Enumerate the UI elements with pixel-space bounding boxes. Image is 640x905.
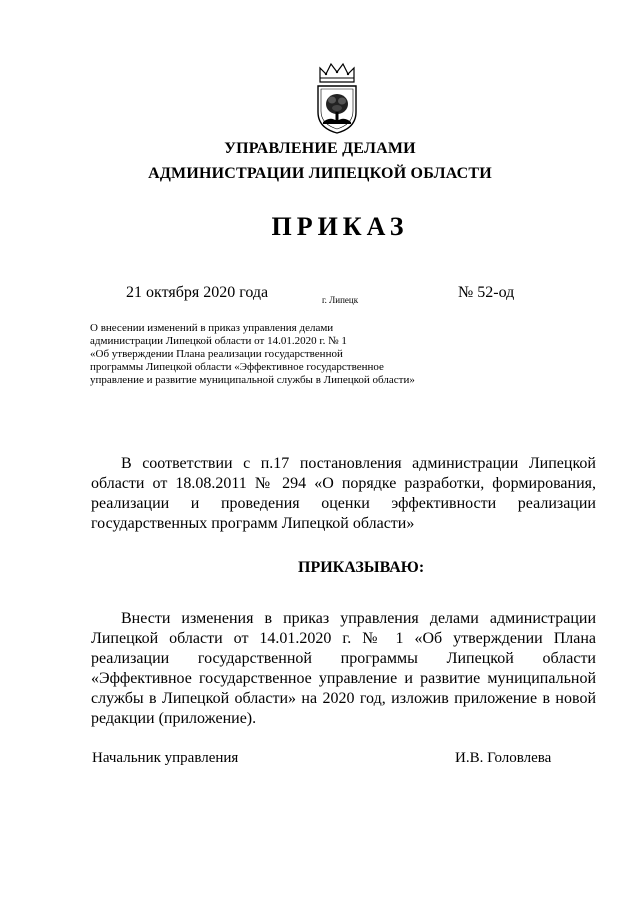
signatory-position: Начальник управления — [92, 750, 239, 766]
document-number: № 52-од — [458, 284, 515, 301]
document-type-title: ПРИКАЗ — [271, 212, 409, 241]
subject-line: администрации Липецкой области от 14.01.2020 г. № 1 — [90, 335, 347, 347]
order-paragraph: Внести изменения в приказ управления делами администрации Липецкой области от 14.01.2020 г. № 1 «Об утверждении Плана реализации государственной программы Липецкой области «Эффективное государственное управление и развитие муниципальной службы в Липецкой области» на 2020 год, изложив приложение в новой редакции (приложение). — [91, 610, 596, 727]
subject-line: «Об утверждении Плана реализации государственной — [90, 348, 343, 360]
document-city: г. Липецк — [322, 295, 359, 305]
org-name-line-1: УПРАВЛЕНИЕ ДЕЛАМИ — [224, 140, 416, 157]
document-subject — [90, 322, 450, 387]
org-name-line-2: АДМИНИСТРАЦИИ ЛИПЕЦКОЙ ОБЛАСТИ — [148, 165, 492, 182]
preamble-paragraph: В соответствии с п.17 постановления администрации Липецкой области от 18.08.2011 № 294 «О порядке разработки, формирования, реализации и проведения оценки эффективности реализации государственных программ Липецкой области» — [91, 455, 596, 532]
subject-line: управление и развитие муниципальной службы в Липецкой области» — [90, 374, 415, 386]
coat-of-arms-icon — [312, 60, 362, 135]
document-date: 21 октября 2020 года — [126, 284, 269, 301]
subject-line: программы Липецкой области «Эффективное государственное — [90, 361, 384, 373]
subject-line: О внесении изменений в приказ управления делами — [90, 322, 334, 334]
signatory-name: И.В. Головлева — [455, 750, 552, 766]
order-heading: ПРИКАЗЫВАЮ: — [298, 559, 425, 576]
